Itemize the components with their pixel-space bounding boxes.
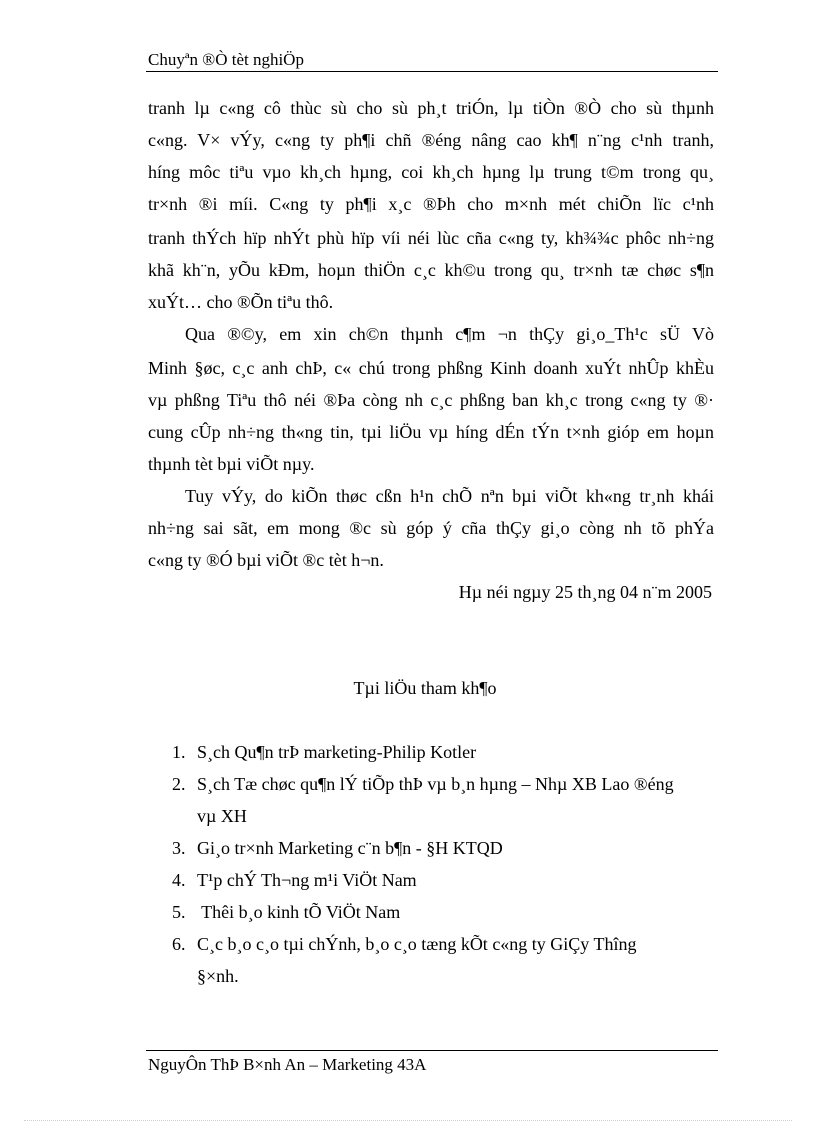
- page-bottom-edge: [24, 1120, 792, 1121]
- page-header-title: Chuyªn ®Ò tèt nghiÖp: [148, 50, 304, 69]
- body-line: tranh lµ c«ng cô thùc sù cho sù ph¸t triÓn, lµ tiÒn ®Ò cho sù thµnh: [148, 98, 714, 118]
- body-line: khã kh¨n, yÕu kÐm, hoµn thiÖn c¸c kh©u trong qu¸ tr×nh tæ chøc s¶n: [148, 260, 714, 280]
- list-number: 6.: [172, 934, 186, 954]
- list-number: 2.: [172, 774, 186, 794]
- body-line: c«ng ty ®Ó bµi viÕt ®c tèt h¬n.: [148, 550, 384, 570]
- list-item-text: §×nh.: [197, 966, 239, 986]
- list-number: 5.: [172, 902, 186, 922]
- body-line: c«ng. V× vÝy, c«ng ty ph¶i chñ ®éng nâng cao kh¶ n¨ng c¹nh tranh,: [148, 130, 714, 150]
- body-line: Minh §øc, c¸c anh chÞ, c« chú trong phßng Kinh doanh xuÝt nhÛp khÈu: [148, 358, 714, 378]
- body-line: híng môc tiªu vµo kh¸ch hµng, coi kh¸ch hµng lµ trung t©m trong qu¸: [148, 162, 714, 182]
- list-item-text: Thêi b¸o kinh tÕ ViÖt Nam: [197, 902, 401, 922]
- footer-rule: [146, 1050, 718, 1051]
- body-line: thµnh tèt bµi viÕt nµy.: [148, 454, 315, 474]
- body-line: cung cÛp nh÷ng th«ng tin, tµi liÖu vµ híng dÉn tÝn t×nh gióp em hoµn: [148, 422, 714, 442]
- header-rule: [146, 71, 718, 72]
- list-item-text: C¸c b¸o c¸o tµi chÝnh, b¸o c¸o tæng kÕt c«ng ty GiÇy Thîng: [197, 934, 637, 954]
- body-line: Tuy vÝy, do kiÕn thøc cßn h¹n chÕ nªn bµi viÕt kh«ng tr¸nh khái: [185, 486, 714, 506]
- body-line: tr×nh ®i míi. C«ng ty ph¶i x¸c ®Þh cho m×nh mét chiÕn lïc c¹nh: [148, 194, 714, 214]
- signature-date: Hµ néi ngµy 25 th¸ng 04 n¨m 2005: [458, 582, 712, 602]
- list-number: 1.: [172, 742, 186, 762]
- list-item-text: T¹p chÝ Th¬ng m¹i ViÖt Nam: [197, 870, 417, 890]
- list-item-text: vµ XH: [197, 806, 247, 826]
- body-line: vµ phßng Tiªu thô néi ®Þa còng nh c¸c phßng ban kh¸c trong c«ng ty ®·: [148, 390, 714, 410]
- list-number: 3.: [172, 838, 186, 858]
- body-line: Qua ®©y, em xin ch©n thµnh c¶m ¬n thÇy gi¸o_Th¹c sÜ Vò: [185, 324, 714, 344]
- list-item-text: S¸ch Tæ chøc qu¶n lÝ tiÕp thÞ vµ b¸n hµng – Nhµ XB Lao ®éng: [197, 774, 674, 794]
- body-line: xuÝt… cho ®Õn tiªu thô.: [148, 292, 334, 312]
- list-item-text: Gi¸o tr×nh Marketing c¨n b¶n - §H KTQD: [197, 838, 503, 858]
- references-heading: Tµi liÖu tham kh¶o: [353, 678, 497, 698]
- body-line: nh÷ng sai sãt, em mong ®c sù góp ý cña thÇy gi¸o còng nh tõ phÝa: [148, 518, 714, 538]
- body-line: tranh thÝch hïp nhÝt phù hïp víi néi lùc cña c«ng ty, kh¾¾c phôc nh÷ng: [148, 228, 714, 248]
- page-footer-author: NguyÔn ThÞ B×nh An – Marketing 43A: [148, 1055, 427, 1074]
- list-item-text: S¸ch Qu¶n trÞ marketing-Philip Kotler: [197, 742, 477, 762]
- list-number: 4.: [172, 870, 186, 890]
